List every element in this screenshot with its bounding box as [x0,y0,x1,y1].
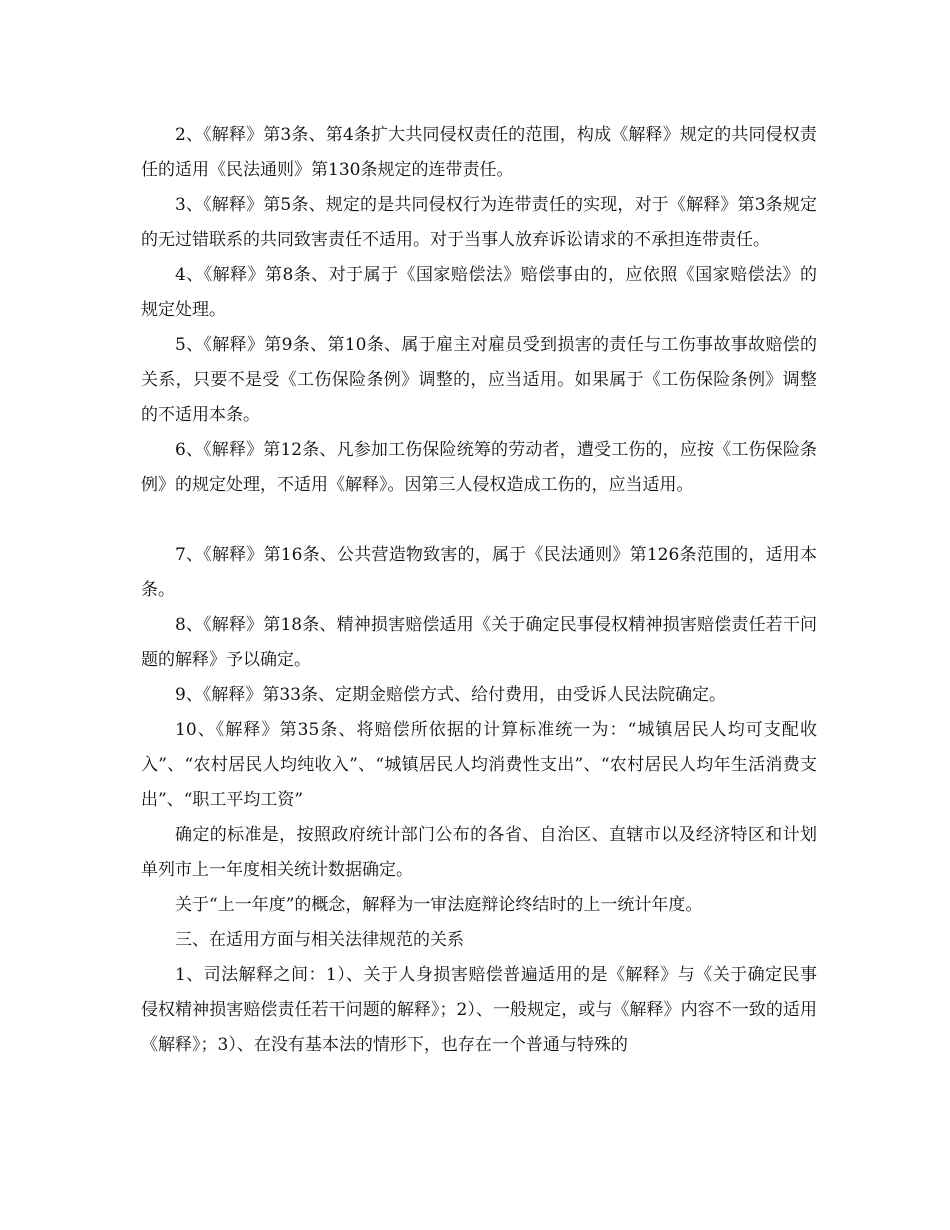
paragraph-item-8: 8、《解释》第18条、精神损害赔偿适用《关于确定民事侵权精神损害赔偿责任若干问题的解释》予以确定。 [141,615,817,670]
paragraph-item-9: 9、《解释》第33条、定期金赔偿方式、给付费用，由受诉人民法院确定。 [175,685,726,705]
paragraph-item-7: 7、《解释》第16条、公共营造物致害的，属于《民法通则》第126条范围的，适用本条。 [141,545,817,600]
paragraph-item-5: 5、《解释》第9条、第10条、属于雇主对雇员受到损害的责任与工伤事故事故赔偿的关系，只要不是受《工伤保险条例》调整的，应当适用。如果属于《工伤保险条例》调整的不适用本条。 [141,335,817,425]
paragraph-previous-year: 关于“上一年度”的概念，解释为一审法庭辩论终结时的上一统计年度。 [175,895,703,915]
section-heading: 三、在适用方面与相关法律规范的关系 [175,930,464,950]
paragraph-spacer [141,503,817,538]
paragraph-item-6: 6、《解释》第12条、凡参加工伤保险统筹的劳动者，遭受工伤的，应按《工伤保险条例》的规定处理，不适用《解释》。因第三人侵权造成工伤的，应当适用。 [141,440,817,495]
paragraph-item-2: 2、《解释》第3条、第4条扩大共同侵权责任的范围，构成《解释》规定的共同侵权责任的适用《民法通则》第130条规定的连带责任。 [141,125,817,180]
paragraph-item-3: 3、《解释》第5条、规定的是共同侵权行为连带责任的实现，对于《解释》第3条规定的无过错联系的共同致害责任不适用。对于当事人放弃诉讼请求的不承担连带责任。 [141,195,817,250]
paragraph-standard: 确定的标准是，按照政府统计部门公布的各省、自治区、直辖市以及经济特区和计划单列市上一年度相关统计数据确定。 [141,825,817,880]
paragraph-judicial-interpretations: 1、司法解释之间：1）、关于人身损害赔偿普遍适用的是《解释》与《关于确定民事侵权精神损害赔偿责任若干问题的解释》；2）、一般规定，或与《解释》内容不一致的适用《解释》；3）、在没有基本法的情形下，也存在一个普通与特殊的 [141,965,817,1055]
document-page [141,118,817,1063]
paragraph-item-10: 10、《解释》第35条、将赔偿所依据的计算标准统一为：“城镇居民人均可支配收入”、“农村居民人均纯收入”、“城镇居民人均消费性支出”、“农村居民人均年生活消费支出”、“职工平均工资” [141,720,817,810]
paragraph-item-4: 4、《解释》第8条、对于属于《国家赔偿法》赔偿事由的，应依照《国家赔偿法》的规定处理。 [141,265,817,320]
